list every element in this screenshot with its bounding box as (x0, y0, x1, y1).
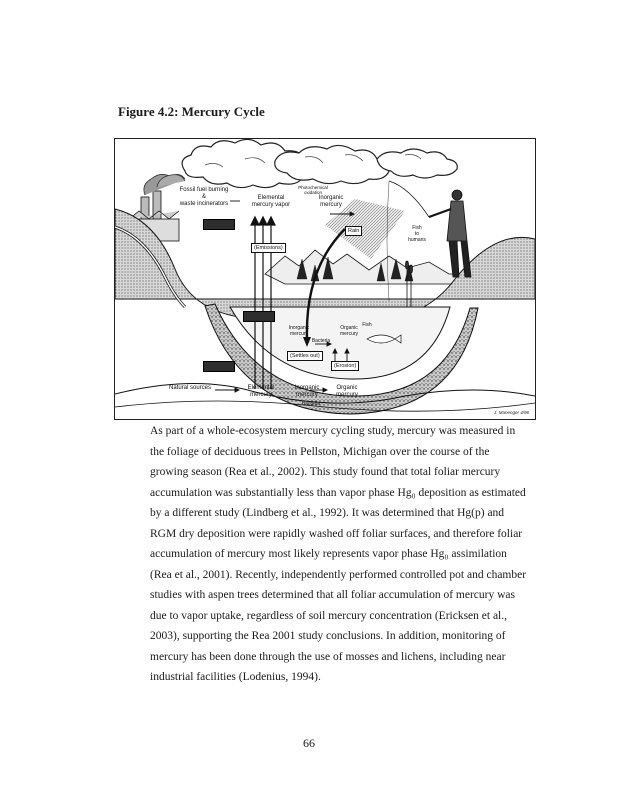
body-line: 2003), supporting the Rea 2001 study conclusions. In addition, monitoring of (150, 630, 506, 642)
body-line: (Rea et al., 2001). Recently, independently performed controlled pot and chamber (150, 568, 527, 581)
erosion-box: (Erosion) (331, 361, 359, 371)
water-label-box (243, 311, 275, 322)
bacteria-ground-label: Bacteria (301, 401, 321, 407)
photochemical-label: Photochemical oxidation (298, 185, 328, 195)
emissions-box: (Emissions) (251, 243, 286, 253)
elemental-ground-label: Elemental mercury (247, 385, 275, 398)
air-label-box (203, 219, 235, 230)
body-line: studies with aspen trees determined that all foliar accumulation of mercury was (150, 589, 516, 601)
bacteria-water-label: Bacteria (311, 338, 331, 344)
body-line: mercury has been done through the use of mosses and lichens, including near (150, 650, 506, 663)
figure-caption: Figure 4.2: Mercury Cycle (118, 104, 265, 119)
fish-to-humans-label: Fish to humans (408, 225, 426, 243)
body-line: accumulation of mercury most likely represents vapor phase Hg₀ assimilation (150, 548, 507, 560)
inorganic-air-label: Inorganic mercury (318, 195, 344, 208)
figure-credit: J. Manenger 4/96 (493, 410, 529, 415)
diagram-illustration (115, 139, 535, 419)
body-line: the foliage of deciduous trees in Pellston, Michigan over the course of the (150, 445, 490, 458)
settles-out-box: (Settles out) (287, 351, 323, 361)
page-number: 66 (303, 736, 315, 750)
fish-label: Fish (362, 322, 372, 328)
inorganic-ground-label: Inorganic mercury (294, 385, 320, 398)
mercury-cycle-diagram (114, 138, 536, 420)
natural-sources-label: Natural sources (168, 385, 212, 391)
body-paragraph (150, 421, 536, 688)
sediment-label-box (203, 361, 235, 372)
mountains (265, 250, 459, 284)
rain-box: Rain (345, 226, 362, 236)
body-line: accumulation was substantially less than vapor phase Hg₀ deposition as estimated (150, 486, 526, 499)
body-line: As part of a whole-ecosystem mercury cycling study, mercury was measured in (150, 425, 516, 437)
body-line: industrial facilities (Lodenius, 1994). (150, 671, 321, 683)
body-line: RGM dry deposition were rapidly washed off foliar surfaces, and therefore foliar (150, 527, 523, 540)
fossil-fuel-label: Fossil fuel burning & waste incinerators (179, 187, 229, 207)
body-line: growing season (Rea et al., 2002). This study found that total foliar mercury (150, 466, 501, 478)
body-line: due to vapor uptake, regardless of soil mercury concentration (Ericksen et al., (150, 609, 508, 622)
clouds (182, 139, 457, 187)
organic-ground-label: Organic mercury (336, 385, 358, 398)
elemental-vapor-label: Elemental mercury vapor (251, 195, 291, 208)
organic-water-label: Organic mercury (339, 325, 359, 337)
body-line: by a different study (Lindberg et al., 1992). It was determined that Hg(p) and (150, 507, 505, 519)
inorganic-water-label: Inorganic mercury (288, 325, 310, 337)
